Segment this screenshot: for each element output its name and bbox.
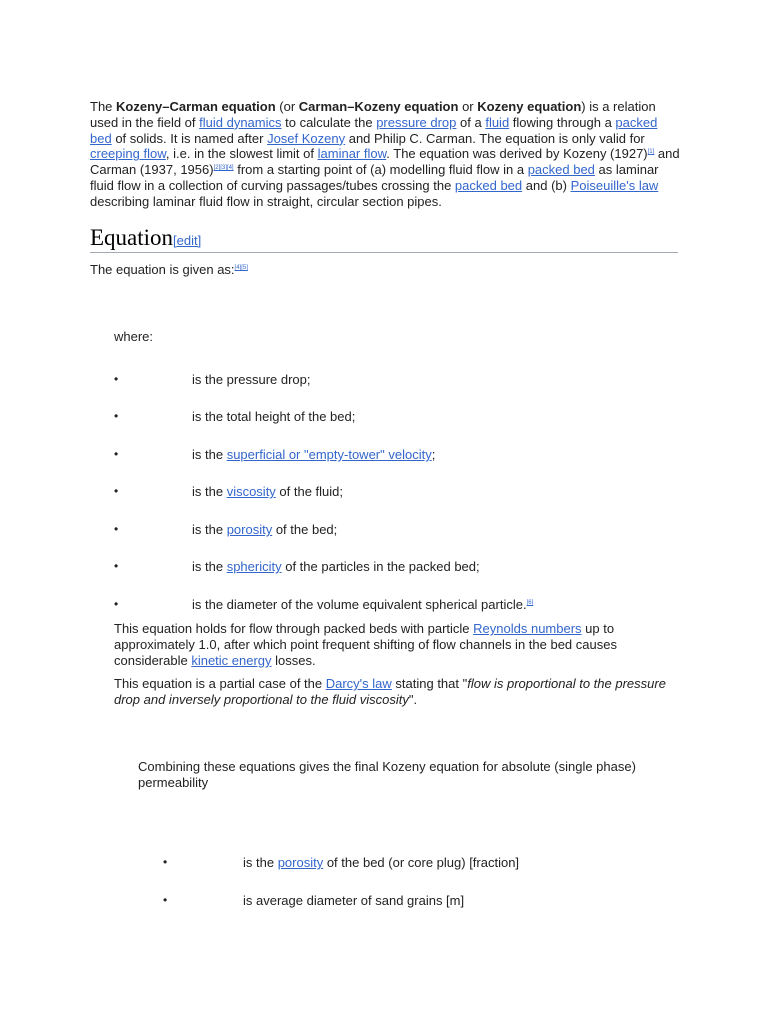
text: and Philip C. Carman. The equation is only valid for [345,130,645,146]
list-item-text [192,522,337,537]
text: is the diameter of the volume equivalent spherical particle. [192,597,527,612]
text: of the fluid; [275,484,344,499]
text: to calculate the [281,114,377,130]
text: or [458,99,478,114]
bullet: • [114,559,119,573]
link-laminar-flow[interactable]: laminar flow [317,146,387,162]
link-pressure-drop[interactable]: pressure drop [376,114,457,130]
text: This equation holds for flow through packed beds with particle [114,621,474,636]
link-kinetic-energy[interactable]: kinetic energy [191,652,272,668]
reference-link[interactable]: [6] [526,600,534,606]
intro-paragraph [90,99,680,210]
link-darcys-law[interactable]: Darcy's law [325,676,392,691]
text: from a starting point of (a) modelling fluid flow in a [233,162,528,178]
text: ". [408,691,418,707]
text: and (b) [522,177,571,193]
text: flowing through a [509,114,616,130]
link-poiseuilles-law[interactable]: Poiseuille's law [570,177,659,193]
reference-link[interactable]: [2][3][4] [213,165,234,172]
text: of solids. It is named after [111,130,268,146]
text: is the [192,447,227,462]
link-porosity[interactable]: porosity [226,522,273,537]
bullet: • [114,447,119,461]
text: is the [192,484,227,499]
list-item-text [243,893,464,908]
text: The [90,99,117,114]
bullet: • [114,409,119,423]
link-packed-bed[interactable]: packed bed [454,177,523,193]
reference-link[interactable]: [4][5] [234,265,248,271]
text: of a [456,114,486,130]
quoted-statement: flow is proportional to the pressure drop and inversely proportional to the fluid viscosity [114,676,666,707]
where-label: where: [114,329,154,344]
text: as laminar fluid flow in a collection of curving passages/tubes crossing the [90,162,659,193]
text: and Carman (1937, 1956) [90,146,680,178]
link-fluid[interactable]: fluid [485,114,510,130]
text: is the total height of the bed; [192,409,356,424]
list-item-text [192,447,435,462]
link-fluid-dynamics[interactable]: fluid dynamics [199,114,282,130]
list-item-text [192,409,355,424]
combining-paragraph: Combining these equations gives the final Kozeny equation for absolute (single phase) permeability [138,759,636,790]
text: describing laminar fluid flow in straight, circular section pipes. [90,193,442,209]
list-item-text [243,855,519,870]
term-kozeny: Kozeny equation [477,99,582,114]
section-heading [90,225,678,253]
text: (or [275,99,299,114]
bullet: • [163,893,168,907]
text: is the pressure drop; [192,372,311,387]
link-packed-bed[interactable]: packed bed [90,114,658,146]
term-kozeny-carman: Kozeny–Carman equation [116,99,276,114]
link-sphericity[interactable]: sphericity [226,559,282,574]
darcy-paragraph [114,676,674,708]
text: is the [243,855,278,870]
text: , i.e. in the slowest limit of [165,146,318,162]
text: up to approximately 1.0, after which point frequent shifting of flow channels in the bed causes considerable [114,621,617,668]
text: losses. [271,652,316,668]
section-title: Equation [90,225,174,250]
link-porosity[interactable]: porosity [277,855,324,870]
text: is the [192,559,227,574]
link-reynolds-numbers[interactable]: Reynolds numbers [473,621,582,636]
list-item-text [192,372,311,387]
text: This equation is a partial case of the [114,676,326,691]
reynolds-paragraph [114,621,674,668]
list-item-text [192,597,533,612]
text: of the bed; [272,522,338,537]
link-superficial-velocity[interactable]: superficial or "empty-tower" velocity [226,447,432,462]
text: is the [192,522,227,537]
text: of the bed (or core plug) [fraction] [323,855,520,870]
text: is average diameter of sand grains [m] [243,893,465,908]
edit-link[interactable]: [edit] [173,233,202,248]
text: ; [431,447,436,462]
link-packed-bed[interactable]: packed bed [527,162,595,178]
term-carman-kozeny: Carman–Kozeny equation [298,99,459,114]
reference-link[interactable]: [1] [647,149,655,156]
link-viscosity[interactable]: viscosity [226,484,276,499]
link-josef-kozeny[interactable]: Josef Kozeny [267,130,346,146]
text: The equation is given as: [90,262,235,277]
equation-intro [90,262,248,277]
bullet: • [163,855,168,869]
bullet: • [114,597,119,611]
bullet: • [114,372,119,386]
list-item-text [192,484,343,499]
list-item-text [192,559,480,574]
link-creeping-flow[interactable]: creeping flow [90,146,166,162]
text: stating that " [391,676,468,691]
bullet: • [114,484,119,498]
text: ) is a relation used in the field of [90,99,656,130]
text: . The equation was derived by Kozeny (1927) [386,146,648,162]
text: of the particles in the packed bed; [281,559,480,574]
bullet: • [114,522,119,536]
